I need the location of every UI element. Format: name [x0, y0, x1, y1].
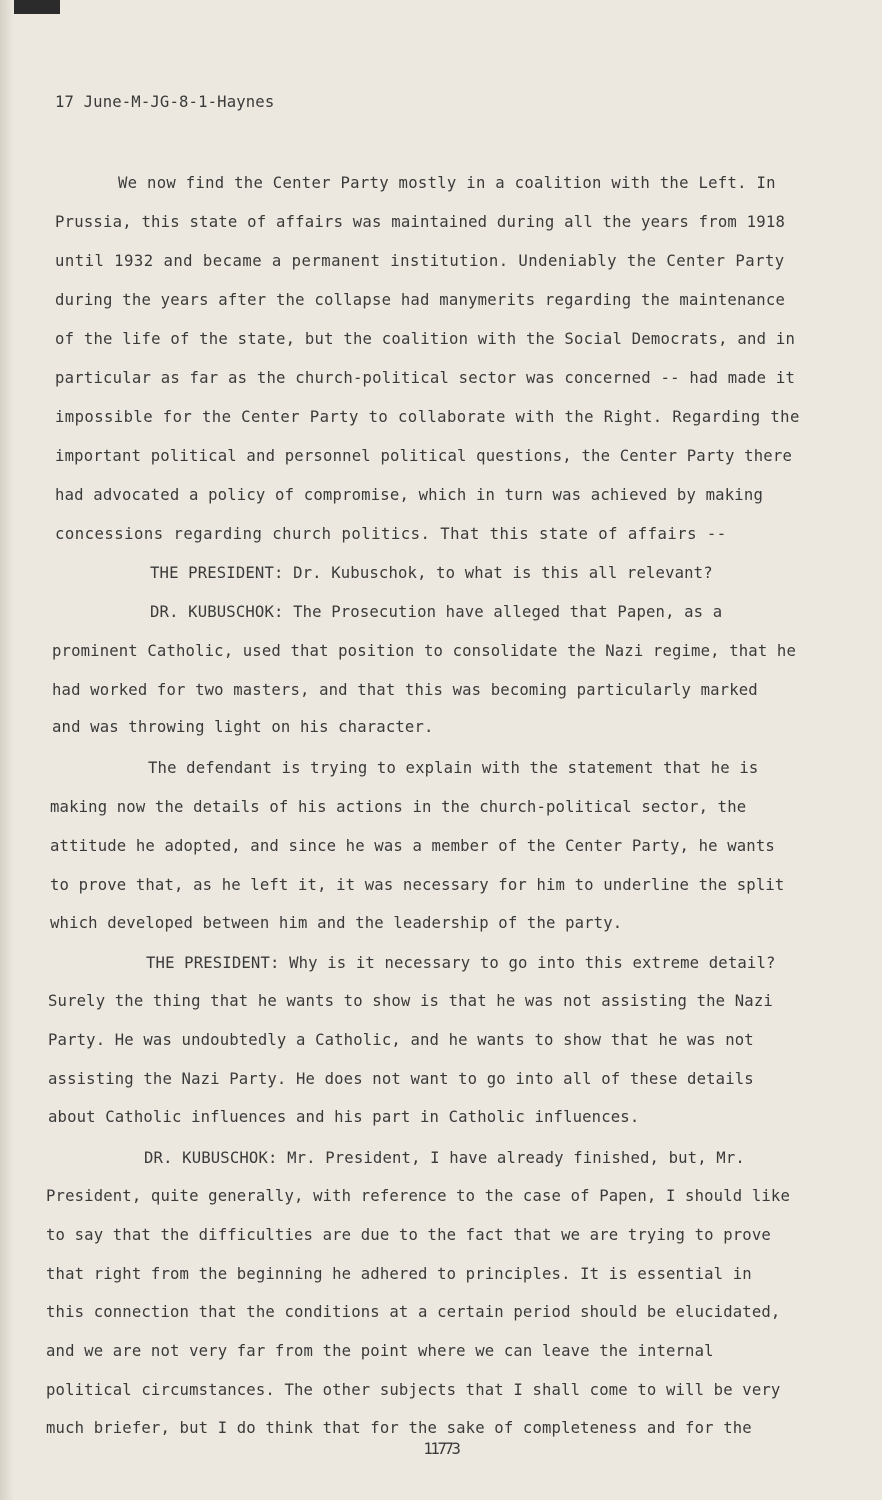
text-line: which developed between him and the leadership of the party. [50, 914, 623, 932]
text-line: had worked for two masters, and that this was becoming particularly marked [52, 681, 758, 699]
text-line: about Catholic influences and his part in Catholic influences. [48, 1108, 640, 1126]
text-line: Party. He was undoubtedly a Catholic, and he wants to show that he was not [48, 1031, 754, 1049]
text-line: to say that the difficulties are due to the fact that we are trying to prove [46, 1226, 771, 1244]
document-header: 17 June-M-JG-8-1-Haynes [55, 93, 275, 111]
text-line: political circumstances. The other subjects that I shall come to will be very [46, 1381, 781, 1399]
text-line: particular as far as the church-political sector was concerned -- had made it [55, 369, 796, 387]
text-line: concessions regarding church politics. That this state of affairs -- [55, 525, 727, 543]
text-line: had advocated a policy of compromise, which in turn was achieved by making [55, 486, 764, 504]
text-line: prominent Catholic, used that position to consolidate the Nazi regime, that he [52, 642, 796, 660]
speaker-line: DR. KUBUSCHOK: The Prosecution have alleged that Papen, as a [150, 603, 723, 621]
text-line: President, quite generally, with reference to the case of Papen, I should like [46, 1187, 790, 1205]
text-line: making now the details of his actions in the church-political sector, the [50, 798, 747, 816]
speaker-line: THE PRESIDENT: Dr. Kubuschok, to what is this all relevant? [150, 564, 713, 582]
text-line: and was throwing light on his character. [52, 718, 434, 736]
text-line: until 1932 and became a permanent institution. Undeniably the Center Party [55, 252, 785, 270]
text-line: Prussia, this state of affairs was maintained during all the years from 1918 [55, 213, 786, 231]
text-line: Surely the thing that he wants to show is that he was not assisting the Nazi [48, 992, 773, 1010]
text-line: and we are not very far from the point where we can leave the internal [46, 1342, 714, 1360]
text-line: of the life of the state, but the coalition with the Social Democrats, and in [55, 330, 796, 348]
text-line: that right from the beginning he adhered to principles. It is essential in [46, 1265, 752, 1283]
page-number: 11773 [423, 1440, 459, 1458]
text-line: impossible for the Center Party to collaborate with the Right. Regarding the [55, 408, 800, 426]
text-line: assisting the Nazi Party. He does not want to go into all of these details [48, 1070, 754, 1088]
text-line: during the years after the collapse had manymerits regarding the maintenance [55, 291, 786, 309]
text-line: this connection that the conditions at a certain period should be elucidated, [46, 1303, 781, 1321]
text-line: attitude he adopted, and since he was a member of the Center Party, he wants [50, 837, 775, 855]
text-line: to prove that, as he left it, it was necessary for him to underline the split [50, 876, 785, 894]
text-line: important political and personnel political questions, the Center Party there [55, 447, 793, 465]
text-line: The defendant is trying to explain with the statement that he is [148, 759, 759, 777]
page-left-edge [0, 0, 14, 1500]
speaker-line: THE PRESIDENT: Why is it necessary to go into this extreme detail? [146, 954, 776, 972]
text-line: much briefer, but I do think that for the sake of completeness and for the [46, 1419, 752, 1437]
speaker-line: DR. KUBUSCHOK: Mr. President, I have already finished, but, Mr. [144, 1149, 745, 1167]
text-line: We now find the Center Party mostly in a coalition with the Left. In [118, 174, 776, 192]
